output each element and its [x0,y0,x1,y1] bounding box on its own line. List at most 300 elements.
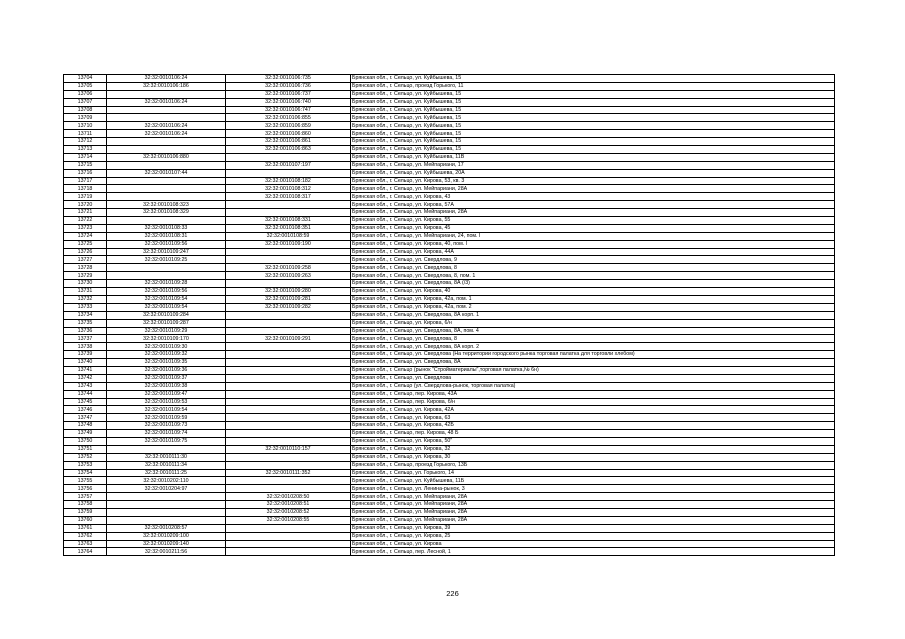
record-number-cell: 13754 [64,469,107,477]
address-cell: Брянская обл., г. Сельцо, ул. Горького, 14 [351,469,835,477]
building-cadastral-number-cell [226,280,351,288]
record-number-cell: 13751 [64,445,107,453]
building-cadastral-number-cell [226,359,351,367]
building-cadastral-number-cell: 32:32:0010109:282 [226,303,351,311]
address-cell: Брянская обл., г. Сельцо, ул. Кирова, 6/н [351,319,835,327]
building-cadastral-number-cell: 32:32:0010106:863 [226,146,351,154]
table-row [64,146,835,154]
table-row [64,461,835,469]
record-number-cell: 13762 [64,532,107,540]
address-cell: Брянская обл., г. Сельцо, ул. Свердлова, 8 [351,335,835,343]
record-number-cell: 13711 [64,130,107,138]
land-cadastral-number-cell: 32:32:0010109:28 [107,280,226,288]
table-row [64,185,835,193]
land-cadastral-number-cell: 32:32:0010111:25 [107,469,226,477]
table-row [64,106,835,114]
land-cadastral-number-cell: 32:32:0010106:24 [107,130,226,138]
table-row [64,548,835,556]
address-cell: Брянская обл., г. Сельцо, ул. Ленина-рынок, 3 [351,485,835,493]
address-cell: Брянская обл., г. Сельцо, ул. Мейпариани, 28А [351,508,835,516]
address-cell: Брянская обл., г. Сельцо, ул. Мейпариани, 17 [351,161,835,169]
building-cadastral-number-cell [226,398,351,406]
address-cell: Брянская обл., г. Сельцо, ул. Свердлова, 8А, пом. 4 [351,327,835,335]
building-cadastral-number-cell: 32:32:0010108:351 [226,224,351,232]
address-cell: Брянская обл., г. Сельцо, ул. Кирова, 30 [351,453,835,461]
record-number-cell: 13733 [64,303,107,311]
table-row [64,366,835,374]
land-cadastral-number-cell: 32:32:0010109:37 [107,374,226,382]
address-cell: Брянская обл., г. Сельцо, ул. Куйбышева, 11Б [351,477,835,485]
record-number-cell: 13720 [64,201,107,209]
land-cadastral-number-cell: 32:32:0010108:31 [107,232,226,240]
building-cadastral-number-cell [226,437,351,445]
building-cadastral-number-cell [226,430,351,438]
building-cadastral-number-cell: 32:32:0010109:280 [226,288,351,296]
building-cadastral-number-cell: 32:32:0010109:291 [226,335,351,343]
table-row [64,280,835,288]
record-number-cell: 13714 [64,153,107,161]
page-number: 226 [446,589,459,598]
land-cadastral-number-cell: 32:32:0010109:30 [107,343,226,351]
record-number-cell: 13736 [64,327,107,335]
record-number-cell: 13708 [64,106,107,114]
address-cell: Брянская обл., г. Сельцо, ул. Свердлова, 8А (/3) [351,280,835,288]
table-row [64,75,835,83]
building-cadastral-number-cell [226,248,351,256]
record-number-cell: 13757 [64,493,107,501]
address-cell: Брянская обл., г. Сельцо, ул. Кирова, 42а, пом. 2 [351,303,835,311]
land-cadastral-number-cell: 32:32:0010109:75 [107,437,226,445]
record-number-cell: 13722 [64,217,107,225]
building-cadastral-number-cell: 32:32:0010106:747 [226,106,351,114]
land-cadastral-number-cell: 32:32:0010108:323 [107,201,226,209]
building-cadastral-number-cell: 32:32:0010106:859 [226,122,351,130]
record-number-cell: 13752 [64,453,107,461]
building-cadastral-number-cell [226,422,351,430]
land-cadastral-number-cell: 32:32:0010109:170 [107,335,226,343]
record-number-cell: 13744 [64,390,107,398]
land-cadastral-number-cell [107,264,226,272]
address-cell: Брянская обл., г. Сельцо, ул. Куйбышева, 20А [351,169,835,177]
table-row [64,153,835,161]
address-cell: Брянская обл., г. Сельцо, ул. Куйбышева, 15 [351,106,835,114]
table-row [64,532,835,540]
table-row [64,351,835,359]
address-cell: Брянская обл., г. Сельцо, ул. Мейпариани, 28А [351,209,835,217]
building-cadastral-number-cell [226,201,351,209]
record-number-cell: 13756 [64,485,107,493]
table-row [64,201,835,209]
address-cell: Брянская обл., г. Сельцо, ул. Куйбышева, 15 [351,138,835,146]
land-cadastral-number-cell: 32:32:0010208:57 [107,524,226,532]
address-cell: Брянская обл., г. Сельцо, ул. Куйбышева, 15 [351,90,835,98]
record-number-cell: 13763 [64,540,107,548]
building-cadastral-number-cell [226,382,351,390]
record-number-cell: 13710 [64,122,107,130]
table-row [64,430,835,438]
land-cadastral-number-cell: 32:32:0010108:33 [107,224,226,232]
land-cadastral-number-cell: 32:32:0010106:880 [107,153,226,161]
building-cadastral-number-cell [226,548,351,556]
land-cadastral-number-cell: 32:32:0010109:47 [107,390,226,398]
table-row [64,193,835,201]
record-number-cell: 13732 [64,295,107,303]
table-row [64,335,835,343]
address-cell: Брянская обл., г. Сельцо, ул. Кирова, 42Б [351,422,835,430]
address-cell: Брянская обл., г. Сельцо, проезд Горького, 11 [351,82,835,90]
record-number-cell: 13753 [64,461,107,469]
record-number-cell: 13725 [64,240,107,248]
land-cadastral-number-cell [107,508,226,516]
land-cadastral-number-cell [107,114,226,122]
table-row [64,382,835,390]
record-number-cell: 13737 [64,335,107,343]
table-row [64,224,835,232]
record-number-cell: 13745 [64,398,107,406]
table-row [64,508,835,516]
record-number-cell: 13739 [64,351,107,359]
land-cadastral-number-cell: 32:32:0010109:53 [107,398,226,406]
record-number-cell: 13740 [64,359,107,367]
record-number-cell: 13749 [64,430,107,438]
table-row [64,477,835,485]
table-row [64,374,835,382]
record-number-cell: 13718 [64,185,107,193]
table-row [64,540,835,548]
land-cadastral-number-cell: 32:32:0010109:74 [107,430,226,438]
table-row [64,398,835,406]
record-number-cell: 13713 [64,146,107,154]
land-cadastral-number-cell [107,161,226,169]
land-cadastral-number-cell: 32:32:0010108:329 [107,209,226,217]
land-cadastral-number-cell: 32:32:0010109:247 [107,248,226,256]
building-cadastral-number-cell [226,532,351,540]
building-cadastral-number-cell: 32:32:0010108:331 [226,217,351,225]
building-cadastral-number-cell [226,414,351,422]
record-number-cell: 13707 [64,98,107,106]
land-cadastral-number-cell: 32:32:0010109:56 [107,240,226,248]
table-row [64,177,835,185]
land-cadastral-number-cell: 32:32:0010202:110 [107,477,226,485]
building-cadastral-number-cell: 32:32:0010106:737 [226,90,351,98]
table-row [64,327,835,335]
address-cell: Брянская обл., г. Сельцо, ул. Куйбышева, 11В [351,153,835,161]
address-cell: Брянская обл., г. Сельцо, ул. Кирова, 50" [351,437,835,445]
table-row [64,161,835,169]
building-cadastral-number-cell [226,374,351,382]
record-number-cell: 13730 [64,280,107,288]
table-row [64,248,835,256]
record-number-cell: 13738 [64,343,107,351]
table-row [64,272,835,280]
table-row [64,232,835,240]
table-row [64,524,835,532]
building-cadastral-number-cell: 32:32:0010109:190 [226,240,351,248]
address-cell: Брянская обл., г. Сельцо, ул. Мейпариани, 28А [351,516,835,524]
address-cell: Брянская обл., г. Сельцо, ул. Мейпариани, 28А [351,493,835,501]
address-cell: Брянская обл., г. Сельцо, ул. Кирова, 43 [351,193,835,201]
record-number-cell: 13712 [64,138,107,146]
address-cell: Брянская обл., г. Сельцо, ул. Мейпариани, 28А [351,501,835,509]
building-cadastral-number-cell: 32:32:0010106:860 [226,130,351,138]
land-cadastral-number-cell: 32:32:0010109:36 [107,366,226,374]
table-row [64,445,835,453]
table-row [64,501,835,509]
table-row [64,359,835,367]
table-row [64,422,835,430]
building-cadastral-number-cell [226,406,351,414]
building-cadastral-number-cell [226,485,351,493]
address-cell: Брянская обл., г. Сельцо, ул. Свердлова, 8А [351,359,835,367]
address-cell: Брянская обл., г. Сельцо, ул. Кирова, 53, кв. 3 [351,177,835,185]
building-cadastral-number-cell [226,477,351,485]
record-number-cell: 13723 [64,224,107,232]
land-cadastral-number-cell: 32:32:0010109:284 [107,311,226,319]
address-cell: Брянская обл., г. Сельцо, ул. Кирова, 44А [351,248,835,256]
record-number-cell: 13743 [64,382,107,390]
building-cadastral-number-cell [226,153,351,161]
record-number-cell: 13758 [64,501,107,509]
table-row [64,453,835,461]
land-cadastral-number-cell [107,445,226,453]
building-cadastral-number-cell: 32:32:0010108:182 [226,177,351,185]
address-cell: Брянская обл., г. Сельцо, ул. Кирова, 39 [351,524,835,532]
building-cadastral-number-cell: 32:32:0010109:258 [226,264,351,272]
address-cell: Брянская обл., г. Сельцо (рынок "Стройматериалы",торговая палатка,№ 6н) [351,366,835,374]
land-cadastral-number-cell [107,146,226,154]
building-cadastral-number-cell: 32:32:0010108:312 [226,185,351,193]
land-cadastral-number-cell: 32:32:0010211:56 [107,548,226,556]
record-number-cell: 13755 [64,477,107,485]
building-cadastral-number-cell: 32:32:0010108:59 [226,232,351,240]
building-cadastral-number-cell: 32:32:0010108:317 [226,193,351,201]
address-cell: Брянская обл., г. Сельцо, пер. Кирова, б/н [351,398,835,406]
building-cadastral-number-cell: 32:32:0010107:197 [226,161,351,169]
address-cell: Брянская обл., г. Сельцо, ул. Свердлова, 8А корп. 1 [351,311,835,319]
building-cadastral-number-cell [226,461,351,469]
address-cell: Брянская обл., г. Сельцо, ул. Кирова, 42А [351,406,835,414]
building-cadastral-number-cell: 32:32:0010111:352 [226,469,351,477]
table-row [64,406,835,414]
address-cell: Брянская обл., г. Сельцо, ул. Кирова, 63 [351,414,835,422]
table-row [64,256,835,264]
building-cadastral-number-cell [226,540,351,548]
address-cell: Брянская обл., г. Сельцо, ул. Кирова, 32 [351,445,835,453]
table-row [64,240,835,248]
record-number-cell: 13717 [64,177,107,185]
address-cell: Брянская обл., г. Сельцо, проезд Горького, 13Б [351,461,835,469]
table-row [64,264,835,272]
land-cadastral-number-cell [107,177,226,185]
building-cadastral-number-cell: 32:32:0010208:52 [226,508,351,516]
land-cadastral-number-cell: 32:32:0010106:186 [107,82,226,90]
table-row [64,114,835,122]
table-row [64,122,835,130]
address-cell: Брянская обл., г. Сельцо, ул. Куйбышева, 15 [351,114,835,122]
record-number-cell: 13764 [64,548,107,556]
record-number-cell: 13760 [64,516,107,524]
land-cadastral-number-cell: 32:32:0010109:59 [107,414,226,422]
land-cadastral-number-cell [107,516,226,524]
land-cadastral-number-cell: 32:32:0010106:24 [107,122,226,130]
building-cadastral-number-cell: 32:32:0010109:281 [226,295,351,303]
building-cadastral-number-cell: 32:32:0010110:157 [226,445,351,453]
land-cadastral-number-cell: 32:32:0010109:38 [107,382,226,390]
record-number-cell: 13741 [64,366,107,374]
record-number-cell: 13704 [64,75,107,83]
building-cadastral-number-cell [226,327,351,335]
record-number-cell: 13716 [64,169,107,177]
land-cadastral-number-cell: 32:32:0010106:24 [107,75,226,83]
building-cadastral-number-cell: 32:32:0010109:263 [226,272,351,280]
building-cadastral-number-cell [226,169,351,177]
table-row [64,288,835,296]
record-number-cell: 13719 [64,193,107,201]
land-cadastral-number-cell [107,217,226,225]
table-row [64,82,835,90]
building-cadastral-number-cell: 32:32:0010208:50 [226,493,351,501]
table-row [64,303,835,311]
table-row [64,138,835,146]
address-cell: Брянская обл., г. Сельцо, ул. Кирова, 40, пом. I [351,240,835,248]
address-cell: Брянская обл., г. Сельцо, ул. Куйбышева, 15 [351,130,835,138]
table-row [64,516,835,524]
land-cadastral-number-cell: 32:32:0010109:29 [107,327,226,335]
table-row [64,90,835,98]
land-cadastral-number-cell [107,193,226,201]
address-cell: Брянская обл., г. Сельцо, пер. Лесной, 1 [351,548,835,556]
table-row [64,414,835,422]
table-row [64,390,835,398]
address-cell: Брянская обл., г. Сельцо, ул. Свердлова, 8 [351,264,835,272]
building-cadastral-number-cell [226,351,351,359]
building-cadastral-number-cell [226,311,351,319]
land-cadastral-number-cell: 32:32:0010109:25 [107,256,226,264]
address-cell: Брянская обл., г. Сельцо, ул. Кирова, 25 [351,532,835,540]
land-cadastral-number-cell: 32:32:0010109:54 [107,295,226,303]
land-cadastral-number-cell: 32:32:0010209:100 [107,532,226,540]
address-cell: Брянская обл., г. Сельцо, ул. Свердлова, 9 [351,256,835,264]
building-cadastral-number-cell: 32:32:0010106:740 [226,98,351,106]
address-cell: Брянская обл., г. Сельцо, ул. Свердлова, 8, пом. 1 [351,272,835,280]
address-cell: Брянская обл., г. Сельцо, ул. Кирова, 45 [351,224,835,232]
records-table [63,74,835,556]
record-number-cell: 13721 [64,209,107,217]
address-cell: Брянская обл., г. Сельцо, ул. Кирова, 42а, пом. 1 [351,295,835,303]
address-cell: Брянская обл., г. Сельцо, ул. Свердлова, 8А корп. 2 [351,343,835,351]
land-cadastral-number-cell: 32:32:0010111:34 [107,461,226,469]
table-row [64,469,835,477]
table-row [64,311,835,319]
building-cadastral-number-cell [226,366,351,374]
address-cell: Брянская обл., г. Сельцо, ул. Свердлова (На территории городского рынка торговая палатка для торговли хлебом) [351,351,835,359]
building-cadastral-number-cell [226,319,351,327]
record-number-cell: 13709 [64,114,107,122]
land-cadastral-number-cell [107,493,226,501]
record-number-cell: 13705 [64,82,107,90]
land-cadastral-number-cell [107,138,226,146]
land-cadastral-number-cell: 32:32:0010109:56 [107,288,226,296]
address-cell: Брянская обл., г. Сельцо, ул. Куйбышева, 15 [351,122,835,130]
table-row [64,493,835,501]
land-cadastral-number-cell: 32:32:0010109:35 [107,359,226,367]
record-number-cell: 13706 [64,90,107,98]
record-number-cell: 13747 [64,414,107,422]
building-cadastral-number-cell [226,343,351,351]
building-cadastral-number-cell: 32:32:0010208:51 [226,501,351,509]
address-cell: Брянская обл., г. Сельцо, ул. Мейпариани, 28А [351,185,835,193]
land-cadastral-number-cell: 32:32:0010209:140 [107,540,226,548]
address-cell: Брянская обл., г. Сельцо, пер. Кирова, 43А [351,390,835,398]
record-number-cell: 13728 [64,264,107,272]
land-cadastral-number-cell: 32:32:0010107:44 [107,169,226,177]
address-cell: Брянская обл., г. Сельцо, ул. Куйбышева, 15 [351,75,835,83]
land-cadastral-number-cell: 32:32:0010109:73 [107,422,226,430]
address-cell: Брянская обл., г. Сельцо, ул. Кирова [351,540,835,548]
table-row [64,169,835,177]
record-number-cell: 13759 [64,508,107,516]
table-row [64,295,835,303]
table-row [64,98,835,106]
land-cadastral-number-cell: 32:32:0010109:54 [107,406,226,414]
record-number-cell: 13734 [64,311,107,319]
record-number-cell: 13742 [64,374,107,382]
building-cadastral-number-cell [226,453,351,461]
address-cell: Брянская обл., г. Сельцо, ул. Кирова, 55 [351,217,835,225]
building-cadastral-number-cell: 32:32:0010106:736 [226,82,351,90]
table-row [64,343,835,351]
record-number-cell: 13726 [64,248,107,256]
land-cadastral-number-cell: 32:32:0010111:30 [107,453,226,461]
table-row [64,485,835,493]
table-row [64,209,835,217]
address-cell: Брянская обл., г. Сельцо, ул. Свердлова [351,374,835,382]
record-number-cell: 13750 [64,437,107,445]
address-cell: Брянская обл., г. Сельцо, ул. Куйбышева, 15 [351,146,835,154]
record-number-cell: 13729 [64,272,107,280]
land-cadastral-number-cell: 32:32:0010109:287 [107,319,226,327]
record-number-cell: 13746 [64,406,107,414]
table-row [64,217,835,225]
address-cell: Брянская обл., г. Сельцо, ул. Куйбышева, 15 [351,98,835,106]
land-cadastral-number-cell [107,272,226,280]
records-table-body [64,75,835,556]
land-cadastral-number-cell: 32:32:0010109:54 [107,303,226,311]
building-cadastral-number-cell [226,524,351,532]
record-number-cell: 13761 [64,524,107,532]
land-cadastral-number-cell [107,501,226,509]
building-cadastral-number-cell [226,390,351,398]
building-cadastral-number-cell [226,256,351,264]
table-row [64,319,835,327]
record-number-cell: 13724 [64,232,107,240]
table-row [64,130,835,138]
address-cell: Брянская обл., г. Сельцо, ул. Мейпариани, 24, пом. I [351,232,835,240]
land-cadastral-number-cell [107,90,226,98]
record-number-cell: 13715 [64,161,107,169]
land-cadastral-number-cell: 32:32:0010109:32 [107,351,226,359]
building-cadastral-number-cell [226,209,351,217]
address-cell: Брянская обл., г. Сельцо, ул. Кирова, 40 [351,288,835,296]
address-cell: Брянская обл., г. Сельцо (ул. Свердлова-рынок, торговая палатка) [351,382,835,390]
land-cadastral-number-cell: 32:32:0010204:97 [107,485,226,493]
record-number-cell: 13731 [64,288,107,296]
table-row [64,437,835,445]
record-number-cell: 13735 [64,319,107,327]
building-cadastral-number-cell: 32:32:0010106:855 [226,114,351,122]
record-number-cell: 13748 [64,422,107,430]
building-cadastral-number-cell: 32:32:0010106:861 [226,138,351,146]
